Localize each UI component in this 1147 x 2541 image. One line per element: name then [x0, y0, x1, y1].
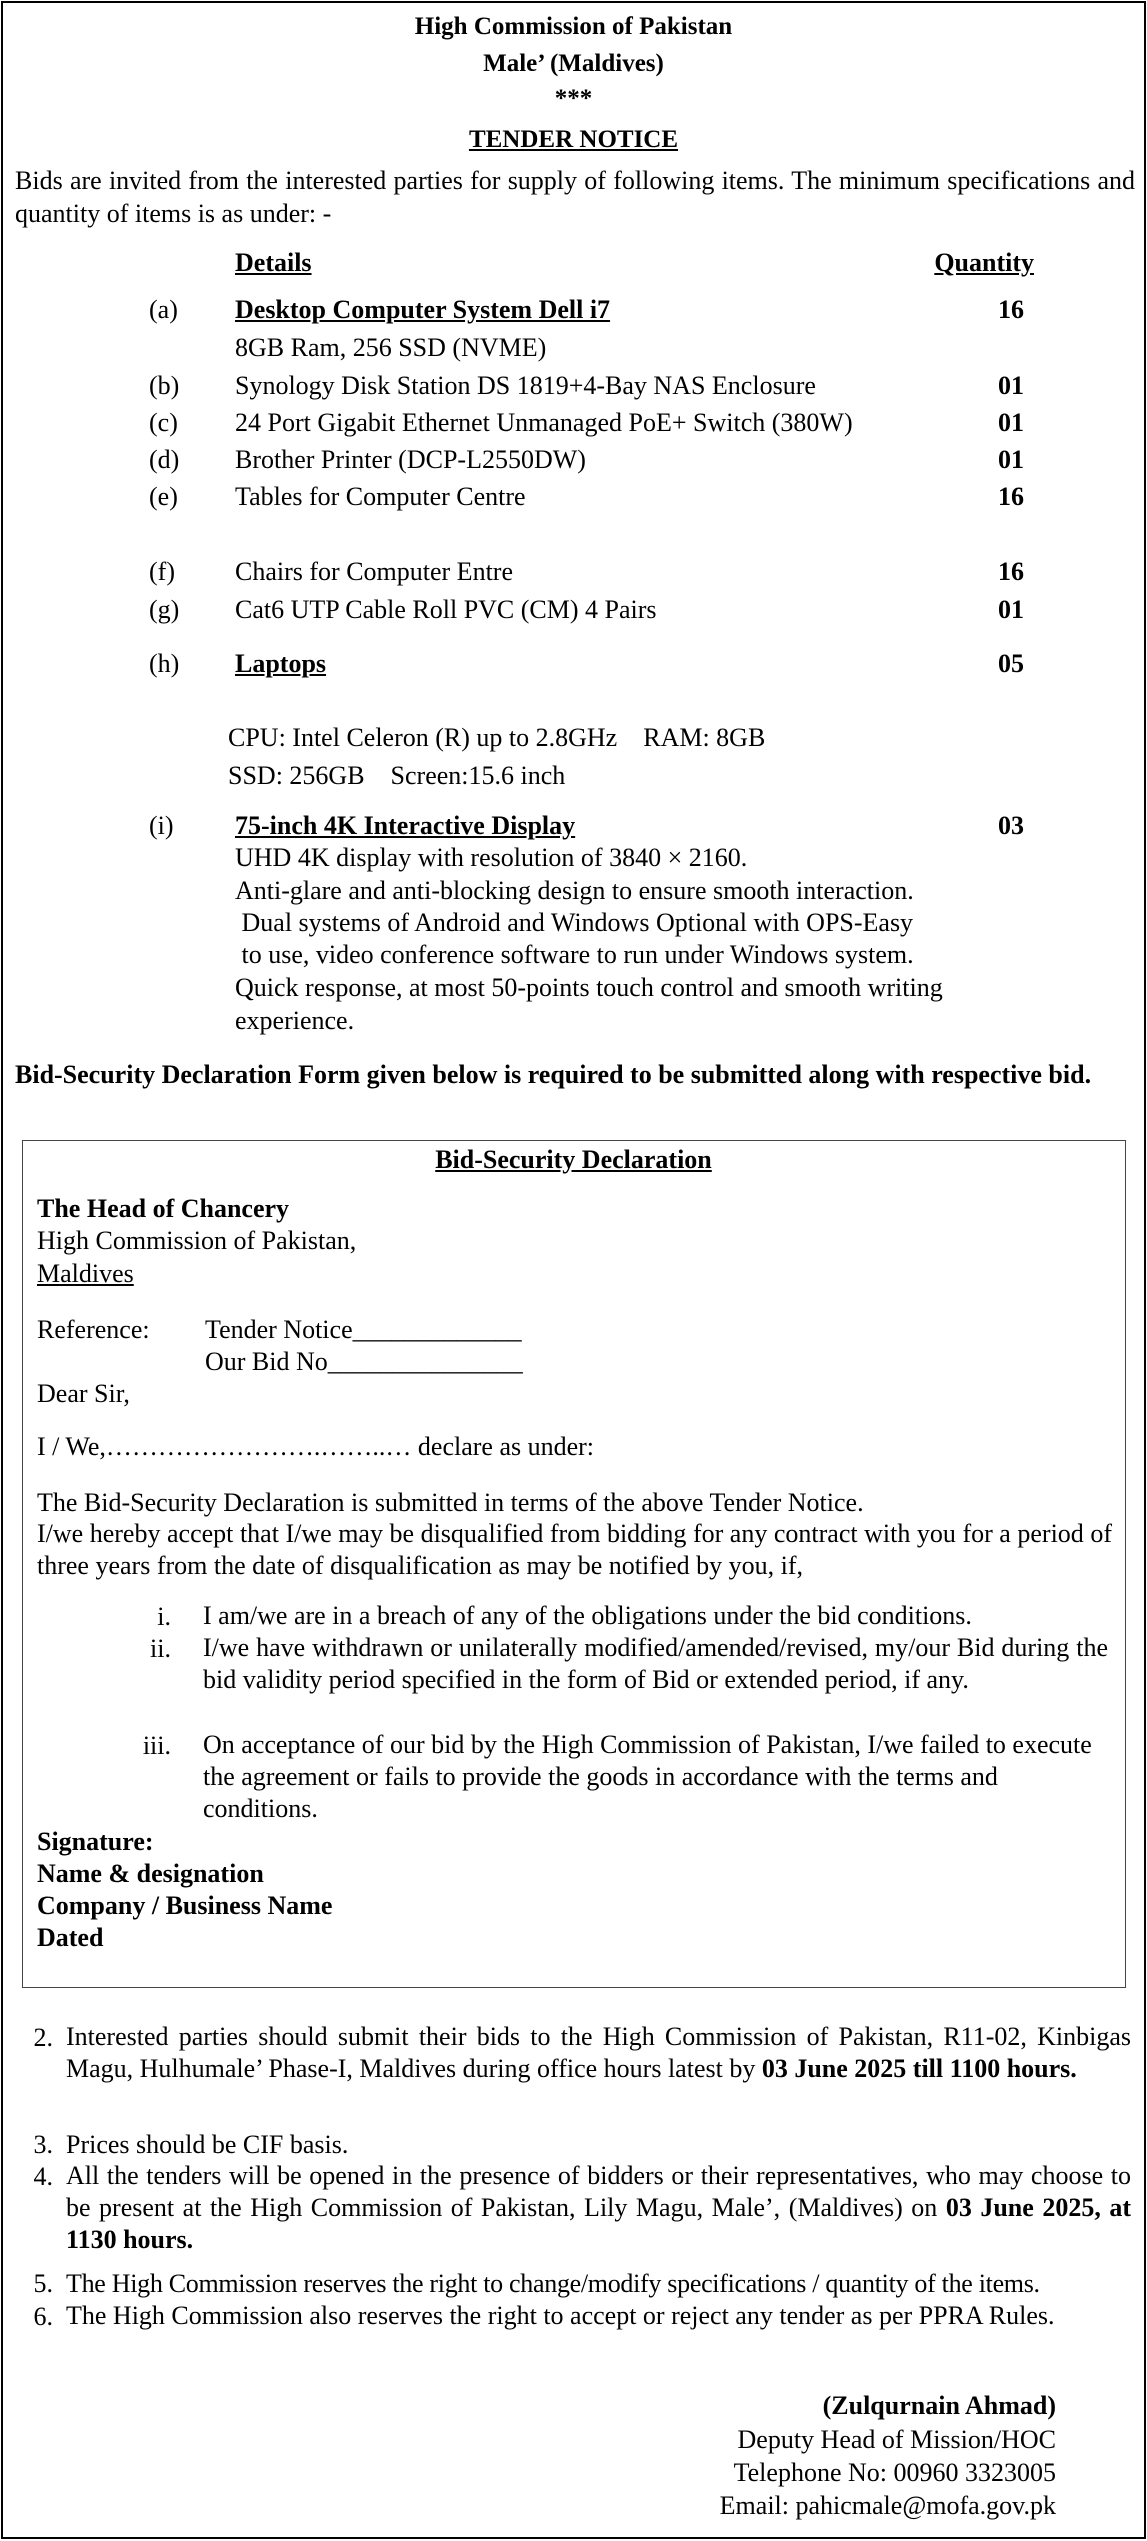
condition-text: On acceptance of our bid by the High Commission of Pakistan, I/we failed to execute the agreement or fails to provide the goods in accordance with the terms and conditions. [203, 1730, 1092, 1823]
item-spec: to use, video conference software to run under Windows system. [235, 940, 914, 969]
condition-number: i. [157, 1602, 171, 1631]
signatory-title: Deputy Head of Mission/HOC [737, 2425, 1056, 2454]
bid-no-field: Our Bid No_______________ [205, 1347, 523, 1376]
item-letter: (d) [149, 445, 180, 474]
item-name: 75-inch 4K Interactive Display [235, 811, 576, 840]
signature-label: Signature: [37, 1827, 154, 1856]
separator-stars: *** [554, 85, 593, 112]
signatory-name: (Zulqurnain Ahmad) [822, 2391, 1056, 2420]
item-letter: (g) [149, 595, 180, 624]
condition-text: I am/we are in a breach of any of the obligations under the bid conditions. [203, 1601, 972, 1630]
item-name: Desktop Computer System Dell i7 [235, 295, 611, 324]
item-name: 24 Port Gigabit Ethernet Unmanaged PoE+ Switch (380W) [235, 408, 853, 437]
item-quantity: 16 [998, 482, 1024, 511]
item-name: Chairs for Computer Entre [235, 557, 513, 586]
item-name: Laptops [235, 649, 327, 678]
item-spec: Anti-glare and anti-blocking design to ensure smooth interaction. [235, 876, 914, 905]
item-letter: (h) [149, 649, 180, 678]
item-quantity: 01 [998, 371, 1024, 400]
form-address-line: Maldives [37, 1259, 134, 1288]
item-letter: (a) [149, 295, 178, 324]
item-spec: Dual systems of Android and Windows Optional with OPS-Easy [235, 908, 914, 937]
item-quantity: 01 [998, 445, 1024, 474]
item-letter: (b) [149, 371, 180, 400]
quantity-column-header: Quantity [934, 248, 1034, 277]
bid-security-form [22, 1140, 1126, 1988]
org-name: High Commission of Pakistan [414, 13, 733, 40]
declaration-line: I / We,…………………….……..… declare as under: [37, 1432, 595, 1461]
item-letter: (f) [149, 557, 175, 586]
item-quantity: 01 [998, 408, 1024, 437]
tender-notice-field: Tender Notice_____________ [205, 1315, 522, 1344]
item-quantity: 16 [998, 295, 1024, 324]
list-number: 5. [33, 2269, 53, 2298]
item-quantity: 01 [998, 595, 1024, 624]
list-number: 6. [33, 2302, 53, 2331]
list-item [66, 2021, 1131, 2085]
list-item-text: Prices should be CIF basis. [66, 2130, 349, 2159]
item-spec: UHD 4K display with resolution of 3840 × 2160. [235, 843, 748, 872]
item-letter: (e) [149, 482, 178, 511]
item-spec: Quick response, at most 50-points touch control and smooth writing [235, 973, 943, 1002]
item-letter: (i) [149, 811, 174, 840]
item-spec: SSD: 256GB Screen:15.6 inch [228, 761, 566, 790]
reference-label: Reference: [37, 1315, 150, 1344]
condition-number: ii. [150, 1634, 171, 1663]
item-quantity: 03 [998, 811, 1024, 840]
item-quantity: 05 [998, 649, 1024, 678]
list-item [66, 2160, 1131, 2256]
company-name-label: Company / Business Name [37, 1891, 333, 1920]
dated-label: Dated [37, 1923, 104, 1952]
tender-notice-page [1, 1, 1146, 2539]
condition-text: I/we have withdrawn or unilaterally modified/amended/revised, my/our Bid during the bid validity period specified in the form of Bid or extended period, if any. [203, 1633, 1108, 1694]
form-title: Bid-Security Declaration [435, 1145, 712, 1174]
list-item-text: The High Commission also reserves the right to accept or reject any tender as per PPRA Rules. [66, 2301, 1055, 2330]
org-location: Male’ (Maldives) [483, 50, 664, 77]
condition-number: iii. [142, 1731, 171, 1760]
form-paragraph: I/we hereby accept that I/we may be disqualified from bidding for any contract with you for a period of three years from the date of disqualification as may be notified by you, if, [37, 1519, 1112, 1580]
list-number: 2. [33, 2023, 53, 2052]
signatory-phone: Telephone No: 00960 3323005 [733, 2458, 1056, 2487]
form-address-line: High Commission of Pakistan, [37, 1226, 357, 1255]
item-spec: 8GB Ram, 256 SSD (NVME) [235, 333, 547, 362]
list-number: 3. [33, 2130, 53, 2159]
item-name: Tables for Computer Centre [235, 482, 526, 511]
list-item-text: The High Commission reserves the right to change/modify specifications / quantity of the items. [66, 2269, 1040, 2298]
name-designation-label: Name & designation [37, 1859, 264, 1888]
item-name: Synology Disk Station DS 1819+4-Bay NAS Enclosure [235, 371, 816, 400]
opening-time-text: 03 June 2025, at 1130 hours. [66, 2193, 1131, 2254]
bid-security-note: Bid-Security Declaration Form given below is required to be submitted along with respective bid. [15, 1060, 1092, 1089]
item-quantity: 16 [998, 557, 1024, 586]
list-item-text: All the tenders will be opened in the presence of bidders or their representatives, who may choose to be present at the High Commission of Pakistan, Lily Magu, Male’, (Maldives) on [66, 2161, 1131, 2222]
details-column-header: Details [235, 248, 312, 277]
list-item-text: Interested parties should submit their bids to the High Commission of Pakistan, R11-02, Kinbigas Magu, Hulhumale’ Phase-I, Maldives during office hours latest by [66, 2022, 1131, 2083]
form-paragraph: The Bid-Security Declaration is submitted in terms of the above Tender Notice. [37, 1488, 864, 1517]
salutation: Dear Sir, [37, 1379, 130, 1408]
item-spec: CPU: Intel Celeron (R) up to 2.8GHz RAM: 8GB [228, 723, 766, 752]
item-name: Brother Printer (DCP-L2550DW) [235, 445, 586, 474]
deadline-text: 03 June 2025 till 1100 hours. [761, 2054, 1077, 2083]
item-letter: (c) [149, 408, 178, 437]
item-name: Cat6 UTP Cable Roll PVC (CM) 4 Pairs [235, 595, 657, 624]
list-number: 4. [33, 2162, 53, 2191]
page-title: TENDER NOTICE [468, 126, 679, 153]
item-spec: experience. [235, 1006, 355, 1035]
form-addressee: The Head of Chancery [37, 1194, 290, 1223]
signatory-email: Email: pahicmale@mofa.gov.pk [719, 2491, 1056, 2520]
intro-paragraph: Bids are invited from the interested parties for supply of following items. The minimum specifications and quantity of items is as under: - [15, 166, 1135, 229]
